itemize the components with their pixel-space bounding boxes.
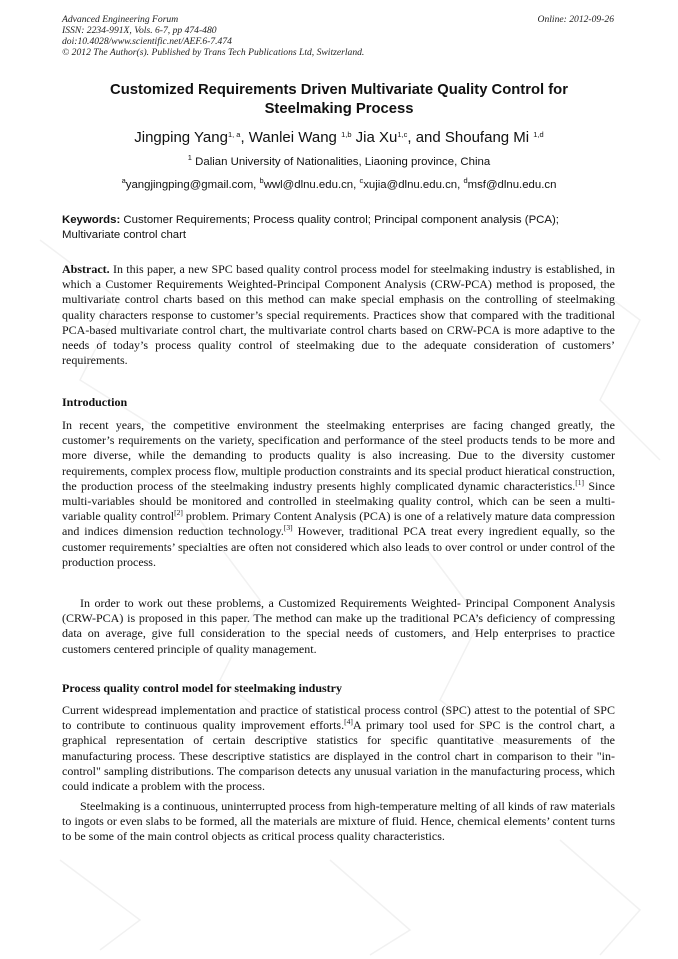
keywords-label: Keywords: bbox=[62, 214, 121, 226]
author-name: Jingping Yang bbox=[134, 129, 228, 146]
author-affil-mark: 1, a bbox=[227, 130, 241, 139]
intro-paragraph-1 bbox=[62, 418, 615, 570]
paragraph-text: A primary tool used for SPC is the control chart, a graphical representation of certain descriptive statistics for specific quantitative measurements of the manufacturing process. These descriptive statistics are displayed in the control chart in comparison to their "in-control" sampling distributions. The comparison detects any unusual variation in the manufacturing process, which could indicate a problem with the process. bbox=[62, 718, 615, 794]
citation-ref[interactable]: [1] bbox=[575, 477, 585, 487]
paragraph-text: In recent years, the competitive environment the steelmaking enterprises are facing changed greatly, the customer’s requirements on the variety, specification and performance of the steel products tends to be more and more diverse, while the demanding to products quality is also increasing. Due to the diversity customer requirements, complex process flow, multiple production constraints and its special product hieratical construction, the production process of the steelmaking industry presents highly complicated dynamic characteristics. bbox=[62, 418, 615, 493]
paragraph-text: problem. Primary Content Analysis (PCA) is one of a relatively mature data compression and indices dimension reduction technology. bbox=[62, 509, 615, 539]
abstract-label: Abstract. bbox=[62, 262, 110, 276]
copyright-line: © 2012 The Author(s). Published by Trans Tech Publications Ltd, Switzerland. bbox=[62, 47, 365, 58]
intro-paragraph-2: In order to work out these problems, a Customized Requirements Weighted- Principal Component Analysis (CRW-PCA) is proposed in this paper. The method can make up the traditional PCA’s deficiency of compressing data on average, give full consideration to the special needs of customers, and Help enterprises to practice customers centered principle of quality management. bbox=[62, 596, 615, 656]
author-list bbox=[62, 128, 616, 147]
email-link[interactable]: yangjingping@gmail.com, bbox=[125, 179, 260, 191]
citation-ref[interactable]: [2] bbox=[174, 508, 183, 518]
keywords-text: Customer Requirements; Process quality control; Principal component analysis (PCA); Multivariate control chart bbox=[62, 214, 559, 241]
paper-title bbox=[62, 81, 616, 119]
email-mark: a bbox=[121, 176, 126, 185]
email-link[interactable]: xujia@dlnu.edu.cn, bbox=[363, 179, 464, 191]
section2-paragraph-2: Steelmaking is a continuous, uninterrupted process from high-temperature melting of all kinds of raw materials to ingots or even slabs to be formed, all the materials are mixture of fluid. Hence, chemical elements’ content turns to be some of the main control objects as critical process quality characteristics. bbox=[62, 799, 615, 844]
section2-paragraph-1 bbox=[62, 703, 615, 794]
email-link[interactable]: msf@dlnu.edu.cn bbox=[467, 179, 557, 191]
citation-ref[interactable]: [3] bbox=[283, 523, 293, 533]
author-affil-mark: 1,d bbox=[533, 130, 544, 139]
abstract-text: In this paper, a new SPC based quality control process model for steelmaking industry is established, in which a Customer Requirements Weighted-Principal Component Analysis (CRW-PCA) method is proposed, the multivariate control charts based on this method can make special emphasis on the controlling of steelmaking quality characters response to customer’s special requirements. Practices show that compared with the traditional PCA-based multivariate control chart, the multivariate control charts based on CRW-PCA is more adaptive to the needs of today’s process quality control of steelmaking due to the adequate consideration of customers’ requirements. bbox=[62, 262, 615, 368]
title-line-1: Customized Requirements Driven Multivariate Quality Control for bbox=[110, 82, 568, 98]
citation-ref[interactable]: [4] bbox=[344, 717, 353, 727]
paragraph-text: Current widespread implementation and practice of statistical process control (SPC) attest to the potential of SPC to contribute to continuous quality improvement efforts. bbox=[62, 703, 615, 733]
affil-mark: 1 bbox=[187, 153, 192, 162]
title-line-2: Steelmaking Process bbox=[264, 101, 414, 117]
section-heading-process-quality: Process quality control model for steelmaking industry bbox=[62, 681, 342, 695]
author-affil-mark: 1,b bbox=[341, 130, 352, 139]
affil-text: Dalian University of Nationalities, Liaoning province, China bbox=[191, 156, 491, 168]
online-date: Online: 2012-09-26 bbox=[537, 14, 614, 25]
issn-line: ISSN: 2234-991X, Vols. 6-7, pp 474-480 bbox=[62, 25, 217, 36]
email-list bbox=[62, 177, 616, 193]
author-name: Jia Xu bbox=[351, 129, 398, 146]
email-mark: d bbox=[463, 176, 468, 185]
email-mark: b bbox=[259, 176, 264, 185]
journal-name: Advanced Engineering Forum bbox=[62, 14, 179, 25]
paragraph-text: However, traditional PCA treat every ingredient equally, so the customer requirements’ specialties are often not considered which also leads to over control or under control of the production process. bbox=[62, 524, 615, 569]
author-affil-mark: 1,c bbox=[397, 130, 408, 139]
email-link[interactable]: wwl@dlnu.edu.cn, bbox=[263, 179, 360, 191]
keywords bbox=[62, 213, 616, 242]
email-mark: c bbox=[359, 176, 364, 185]
doi-line: doi:10.4028/www.scientific.net/AEF.6-7.474 bbox=[62, 36, 232, 47]
author-name: , and Shoufang Mi bbox=[407, 129, 534, 146]
section-heading-introduction: Introduction bbox=[62, 395, 128, 409]
abstract bbox=[62, 262, 615, 368]
paragraph-text: Since multi-variables should be monitored and controlled in steelmaking quality control, which can be seen a multi-variable quality control bbox=[62, 478, 615, 524]
author-name: , Wanlei Wang bbox=[240, 129, 342, 146]
affiliation bbox=[62, 154, 616, 170]
